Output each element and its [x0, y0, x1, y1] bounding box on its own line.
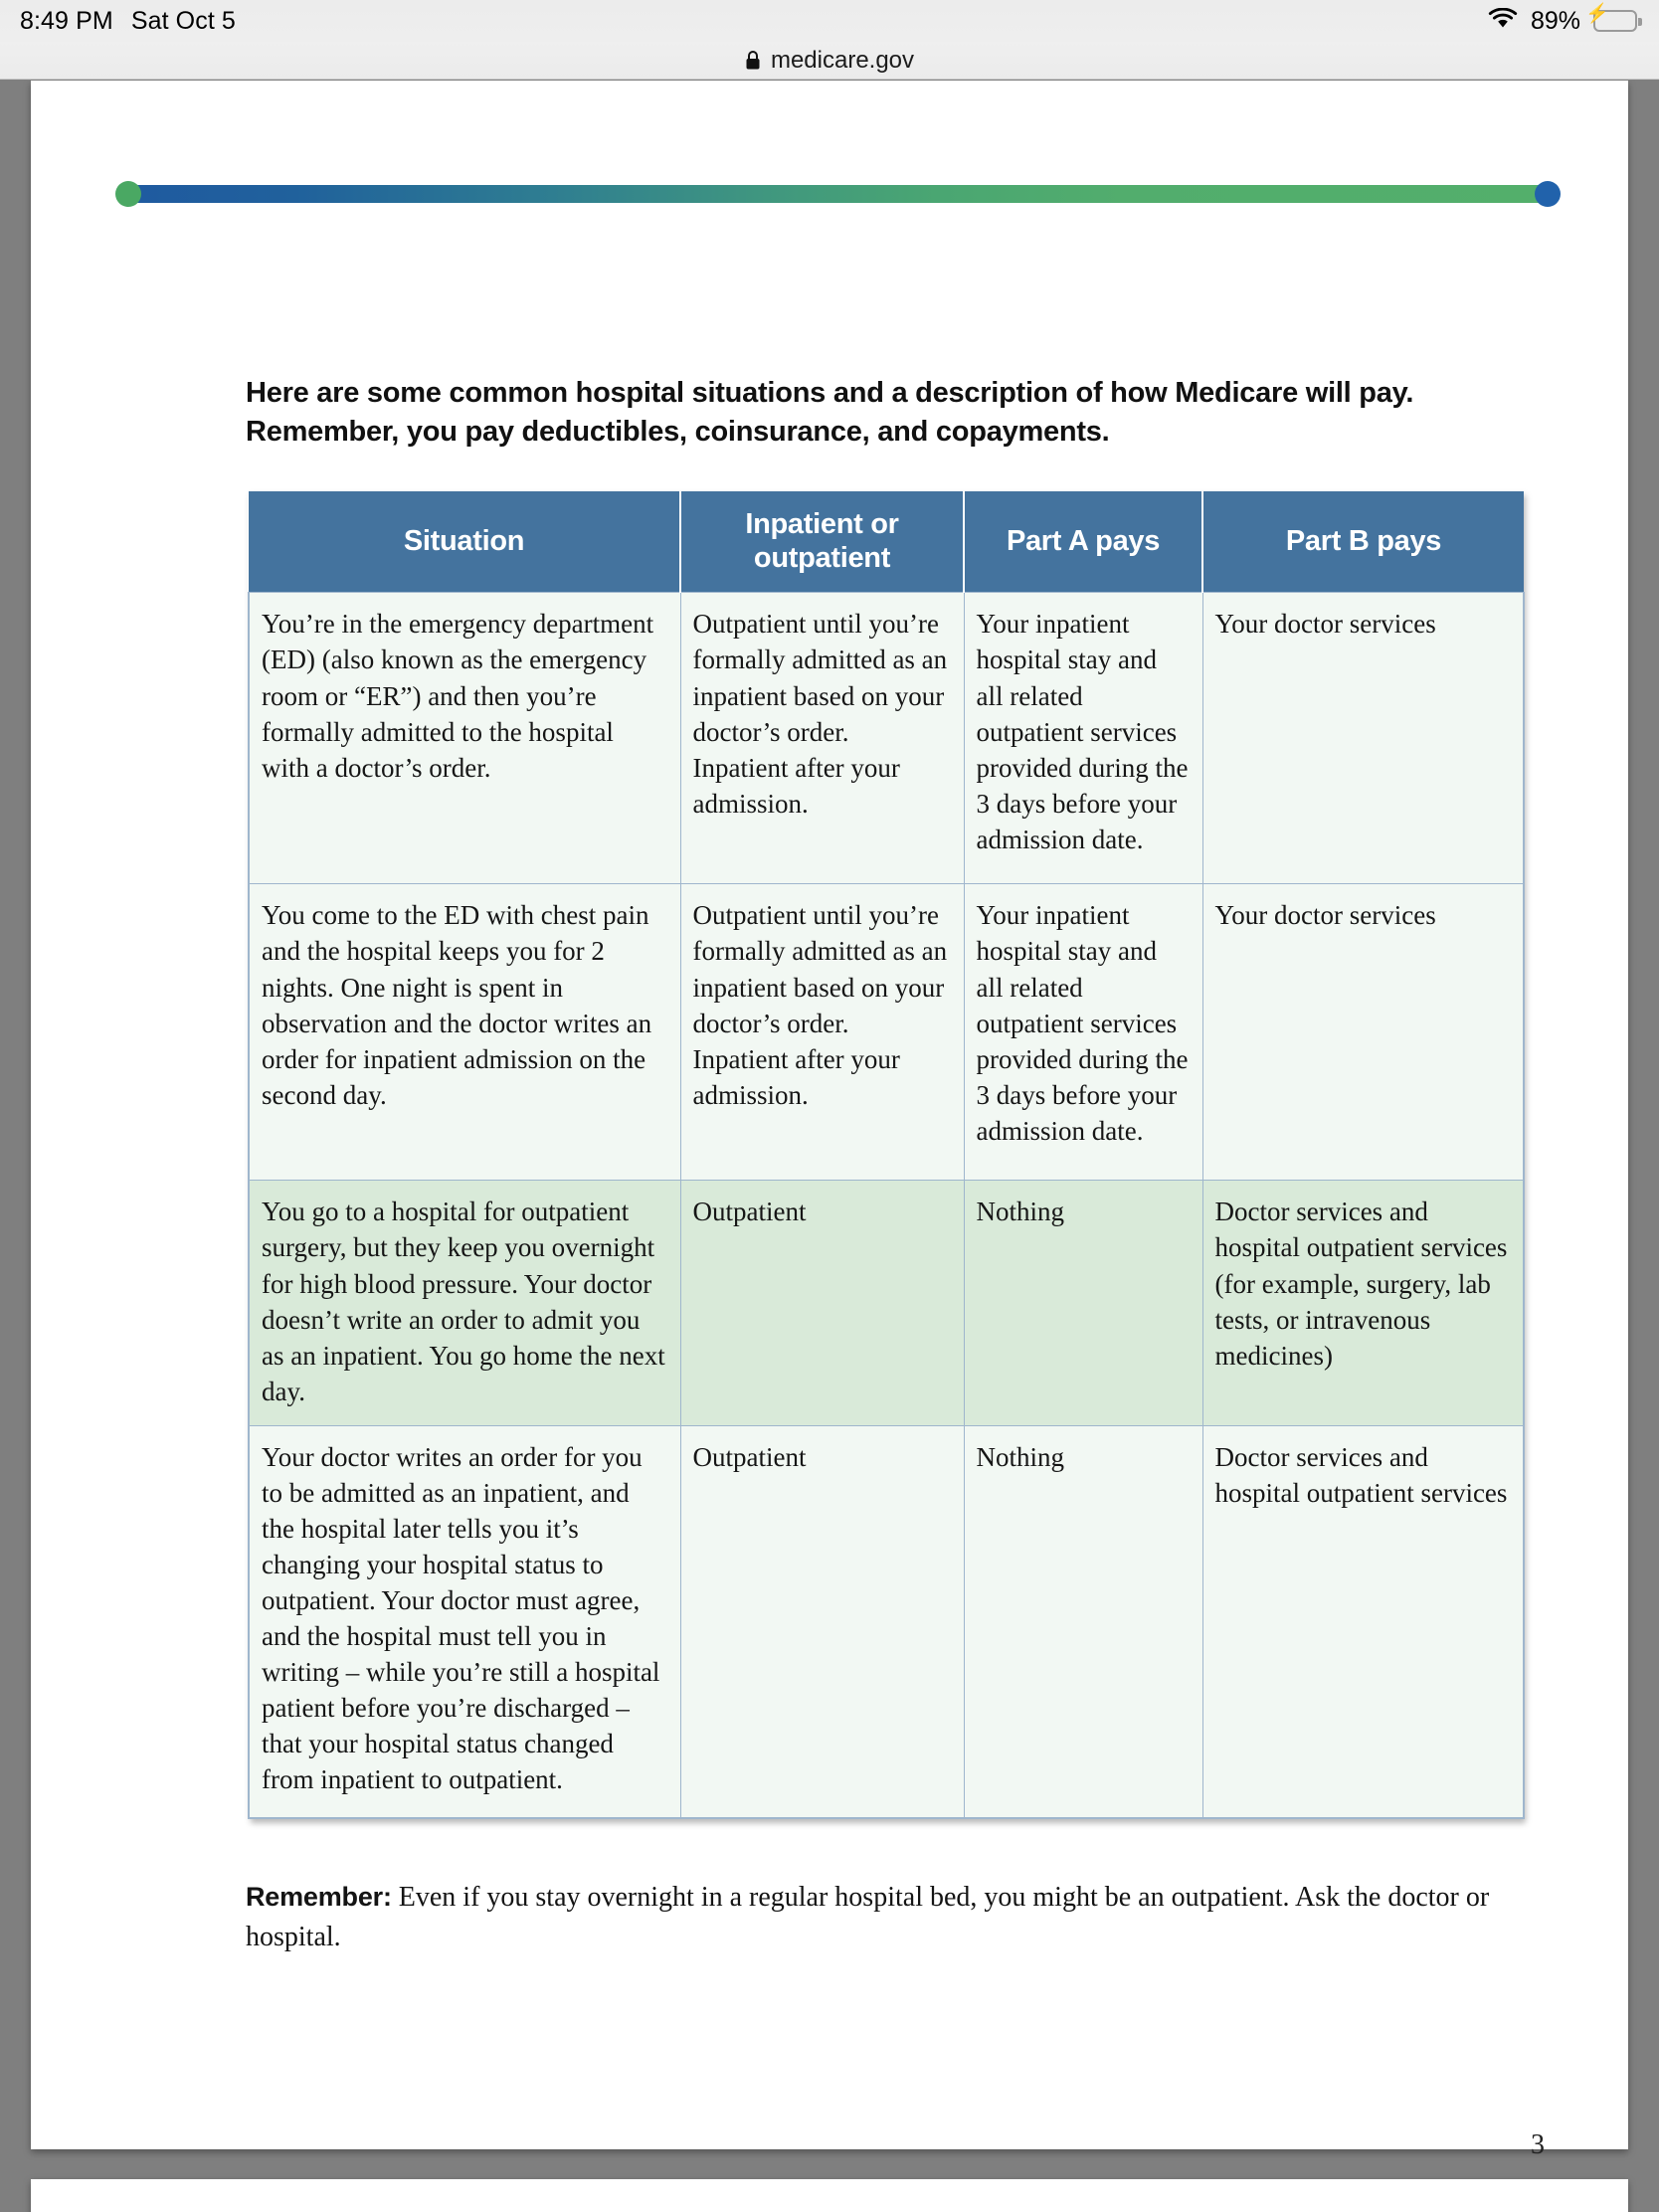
document-page-4: [31, 2179, 1628, 2212]
cell-part-b-pays: Your doctor services: [1202, 593, 1524, 884]
table-body: [249, 593, 1524, 1818]
cell-situation: You’re in the emergency department (ED) (also known as the emergency room or “ER”) and then you’re formally admitted to the hospital with a doctor’s order.: [249, 593, 680, 884]
status-bar-time: 8:49 PM: [20, 6, 113, 35]
cell-part-a-pays: Your inpatient hospital stay and all related outpatient services provided during the 3 days before your admission date.: [964, 593, 1202, 884]
cell-inpatient-or-outpatient: Outpatient: [680, 1181, 964, 1425]
hospital-situations-table: [248, 491, 1525, 1819]
table-row: [249, 1425, 1524, 1818]
page-number: 3: [1531, 2129, 1545, 2160]
cell-situation: You come to the ED with chest pain and the hospital keeps you for 2 nights. One night is spent in observation and the doctor writes an order for inpatient admission on the second day.: [249, 884, 680, 1181]
ios-status-bar: [0, 0, 1659, 42]
cell-situation: You go to a hospital for outpatient surgery, but they keep you overnight for high blood pressure. Your doctor doesn’t write an order to admit you as an inpatient. You go home the next day.: [249, 1181, 680, 1425]
table-row: [249, 884, 1524, 1181]
column-header-part-a-pays: Part A pays: [964, 491, 1202, 593]
hospital-situations-table-wrapper: [248, 491, 1523, 1819]
column-header-part-b-pays: Part B pays: [1202, 491, 1524, 593]
battery-percent-label: 89%: [1530, 6, 1580, 35]
intro-heading: Here are some common hospital situations and a description of how Medicare will pay. Remember, you pay deductibles, coinsurance, and copayments.: [246, 377, 1414, 448]
cell-part-b-pays: Doctor services and hospital outpatient services: [1202, 1425, 1524, 1818]
table-row: [249, 593, 1524, 884]
remember-label: Remember:: [246, 1882, 392, 1912]
wifi-icon: [1488, 8, 1518, 35]
table-header: [249, 491, 1524, 593]
cell-inpatient-or-outpatient: Outpatient until you’re formally admitted as an inpatient based on your doctor’s order. Inpatient after your admission.: [680, 593, 964, 884]
lock-icon: [745, 50, 761, 71]
status-bar-right: [1488, 3, 1637, 36]
table-header-row: [249, 491, 1524, 593]
cell-part-b-pays: Doctor services and hospital outpatient services (for example, surgery, lab tests, or intravenous medicines): [1202, 1181, 1524, 1425]
table-row: [249, 1181, 1524, 1425]
url-text[interactable]: medicare.gov: [770, 46, 915, 74]
cell-part-b-pays: Your doctor services: [1202, 884, 1524, 1181]
remember-note: [246, 1878, 1519, 1958]
cell-situation: Your doctor writes an order for you to be admitted as an inpatient, and the hospital later tells you it’s changing your hospital status to outpatient. Your doctor must agree, and the hospital must tell you in writing – while you’re still a hospital patient before you’re discharged – that your hospital status changed from inpatient to outpatient.: [249, 1425, 680, 1818]
column-header-situation: Situation: [249, 491, 680, 593]
document-page-3: [31, 81, 1628, 2160]
accent-rule-left-dot-icon: [115, 181, 141, 207]
remember-text: Even if you stay overnight in a regular hospital bed, you might be an outpatient. Ask the doctor or hospital.: [246, 1882, 1490, 1953]
column-header-inpatient-or-outpatient: Inpatient or outpatient: [680, 491, 964, 593]
document-viewport[interactable]: [0, 81, 1659, 2212]
browser-url-bar[interactable]: [0, 42, 1659, 80]
url-group[interactable]: [745, 47, 914, 75]
accent-rule-right-dot-icon: [1535, 181, 1561, 207]
cell-part-a-pays: Nothing: [964, 1181, 1202, 1425]
accent-rule: [115, 181, 1561, 207]
status-bar-date: Sat Oct 5: [130, 6, 236, 35]
cell-inpatient-or-outpatient: Outpatient until you’re formally admitted as an inpatient based on your doctor’s order. Inpatient after your admission.: [680, 884, 964, 1181]
cell-inpatient-or-outpatient: Outpatient: [680, 1425, 964, 1818]
status-bar-left: [20, 7, 236, 36]
cell-part-a-pays: Nothing: [964, 1425, 1202, 1818]
accent-rule-gradient: [124, 185, 1552, 203]
battery-charging-icon: ⚡: [1593, 10, 1637, 32]
cell-part-a-pays: Your inpatient hospital stay and all related outpatient services provided during the 3 days before your admission date.: [964, 884, 1202, 1181]
